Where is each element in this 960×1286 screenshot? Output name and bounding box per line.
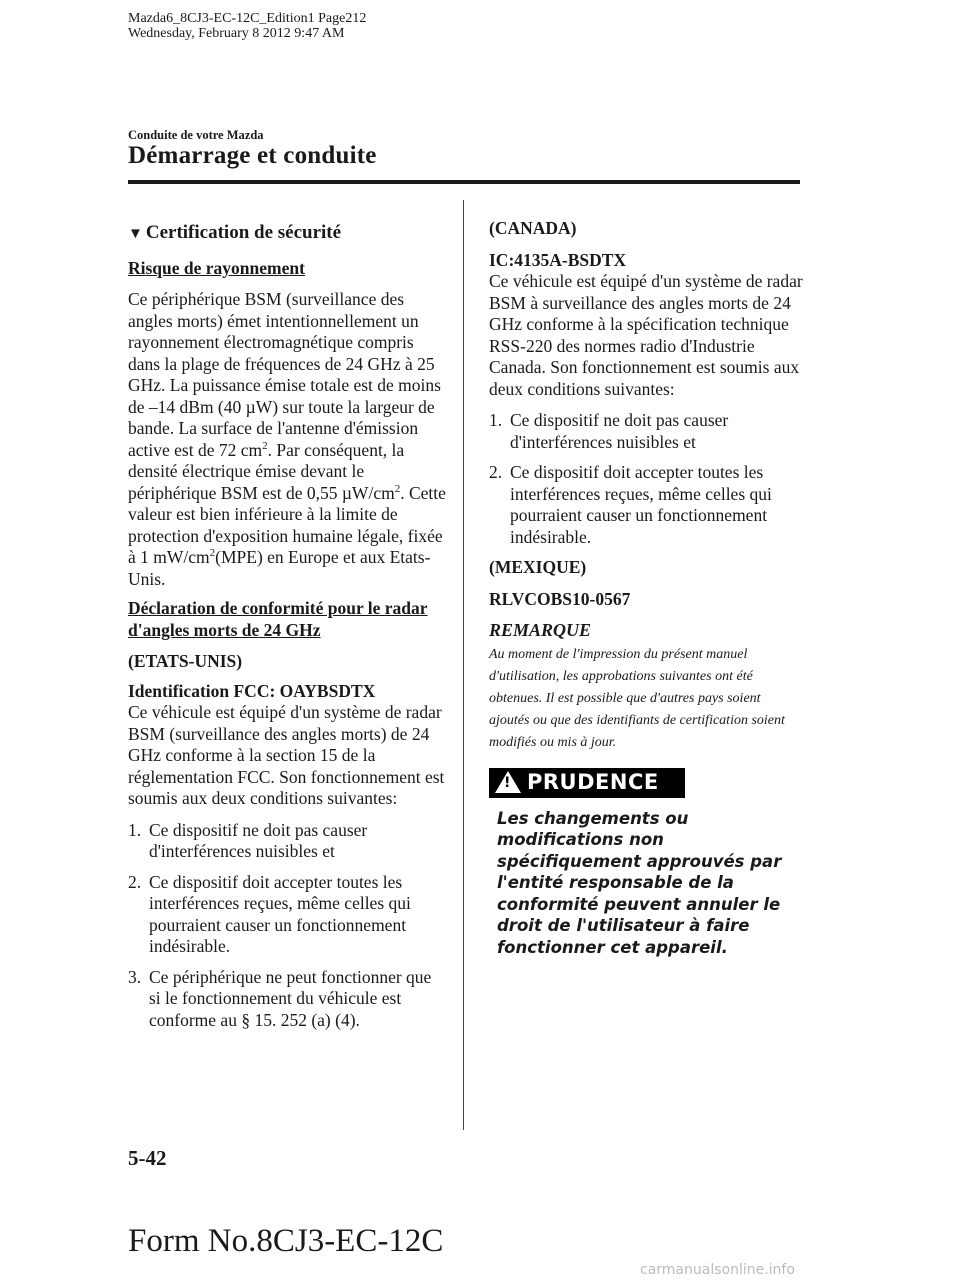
list-text: Ce dispositif doit accepter toutes les interférences reçues, même celles qui pourraient causer un fonctionnement indésirable. xyxy=(149,871,411,956)
caution-label: PRUDENCE xyxy=(527,769,659,794)
page-title: Démarrage et conduite xyxy=(128,142,377,169)
left-column xyxy=(128,222,446,1040)
risk-text-1: Ce périphérique BSM (surveillance des angles morts) émet intentionnellement un rayonnement électromagnétique compris dans la plage de fréquences de 24 GHz à 25 GHz. La puissance émise totale est de moins de –14 dBm (40 µW) sur toute la largeur de bande. La surface de l'antenne d'émission active est de 72 cm xyxy=(128,289,441,460)
risk-paragraph xyxy=(128,289,446,590)
caution-banner xyxy=(489,768,685,798)
list-item xyxy=(489,462,804,548)
section-heading xyxy=(128,222,446,246)
risk-text-2: . Par conséquent, la densité électrique émise devant le périphérique BSM est de 0,55 µW/cm xyxy=(128,439,405,503)
list-text: Ce dispositif ne doit pas causer d'interférences nuisibles et xyxy=(149,819,368,861)
remarque-heading: REMARQUE xyxy=(489,620,592,640)
superscript: 2 xyxy=(394,482,401,495)
title-rule xyxy=(128,180,800,184)
canada-conditions-list xyxy=(489,410,804,548)
mexico-heading: (MEXIQUE) xyxy=(489,557,587,577)
list-number: 2. xyxy=(489,462,503,482)
ic-id: IC:4135A-BSDTX xyxy=(489,249,627,270)
ic-text: Ce véhicule est équipé d'un système de radar BSM à surveillance des angles morts de 24 GHz conforme à la spécification technique RSS-220 des normes radio d'Industrie Canada. Son fonctionnement est soumis aux deux conditions suivantes: xyxy=(489,271,803,399)
risk-heading: Risque de rayonnement xyxy=(128,257,305,278)
fcc-text: Ce véhicule est équipé d'un système de radar BSM (surveillance des angles morts) de 24 GHz conforme à la section 15 de la réglementation FCC. Son fonctionnement est soumis aux deux conditions suivantes: xyxy=(128,702,445,808)
mexico-id: RLVCOBS10-0567 xyxy=(489,588,631,609)
print-header-line2: Wednesday, February 8 2012 9:47 AM xyxy=(128,26,345,41)
declaration-heading: Déclaration de conformité pour le radar d'angles morts de 24 GHz xyxy=(128,598,428,640)
list-item xyxy=(128,820,446,863)
usa-conditions-list xyxy=(128,820,446,1032)
list-number: 2. xyxy=(128,871,142,892)
right-column xyxy=(489,218,804,958)
list-text: Ce dispositif ne doit pas causer d'interférences nuisibles et xyxy=(510,410,729,452)
page-number: 5-42 xyxy=(128,1146,167,1170)
list-number: 1. xyxy=(489,410,503,430)
risk-text-3: . Cette valeur est bien inférieure à la limite de protection d'exposition humaine légale, fixée à 1 mW/cm xyxy=(128,482,446,567)
list-text: Ce dispositif doit accepter toutes les interférences reçues, même celles qui pourraient causer un fonctionnement indésirable. xyxy=(510,462,772,547)
section-label: Conduite de votre Mazda xyxy=(128,128,264,142)
superscript: 2 xyxy=(209,547,216,560)
list-item xyxy=(128,967,446,1032)
canada-heading: (CANADA) xyxy=(489,218,577,238)
watermark: carmanualsonline.info xyxy=(640,1262,795,1278)
list-number: 3. xyxy=(128,966,142,987)
risk-text-4: (MPE) en Europe et aux Etats-Unis. xyxy=(128,547,431,589)
form-number: Form No.8CJ3-EC-12C xyxy=(128,1223,444,1259)
list-number: 1. xyxy=(128,819,142,840)
list-item xyxy=(128,872,446,958)
ic-paragraph xyxy=(489,250,804,401)
section-heading-text: Certification de sécurité xyxy=(145,222,342,243)
superscript: 2 xyxy=(262,439,268,452)
remarque-text: Au moment de l'impression du présent manuel d'utilisation, les approbations suivantes ont été obtenues. Il est possible que d'autres pays soient ajoutés ou que des identifiants de certification soient modifiés ou mis à jour. xyxy=(489,646,785,750)
fcc-paragraph xyxy=(128,681,446,810)
column-divider xyxy=(463,200,464,1130)
caution-text: Les changements ou modifications non spécifiquement approuvés par l'entité responsable de la conformité peuvent annuler le droit de l'utilisateur à faire fonctionner cet appareil. xyxy=(497,808,782,957)
warning-icon: ! xyxy=(495,771,521,793)
triangle-down-icon: ▼ xyxy=(128,226,143,242)
usa-heading: (ETATS-UNIS) xyxy=(128,651,243,671)
list-item xyxy=(489,410,804,453)
fcc-id: Identification FCC: OAYBSDTX xyxy=(128,680,376,701)
print-header-line1: Mazda6_8CJ3-EC-12C_Edition1 Page212 xyxy=(128,11,367,26)
list-text: Ce périphérique ne peut fonctionner que si le fonctionnement du véhicule est conforme au § 15. 252 (a) (4). xyxy=(149,966,432,1030)
